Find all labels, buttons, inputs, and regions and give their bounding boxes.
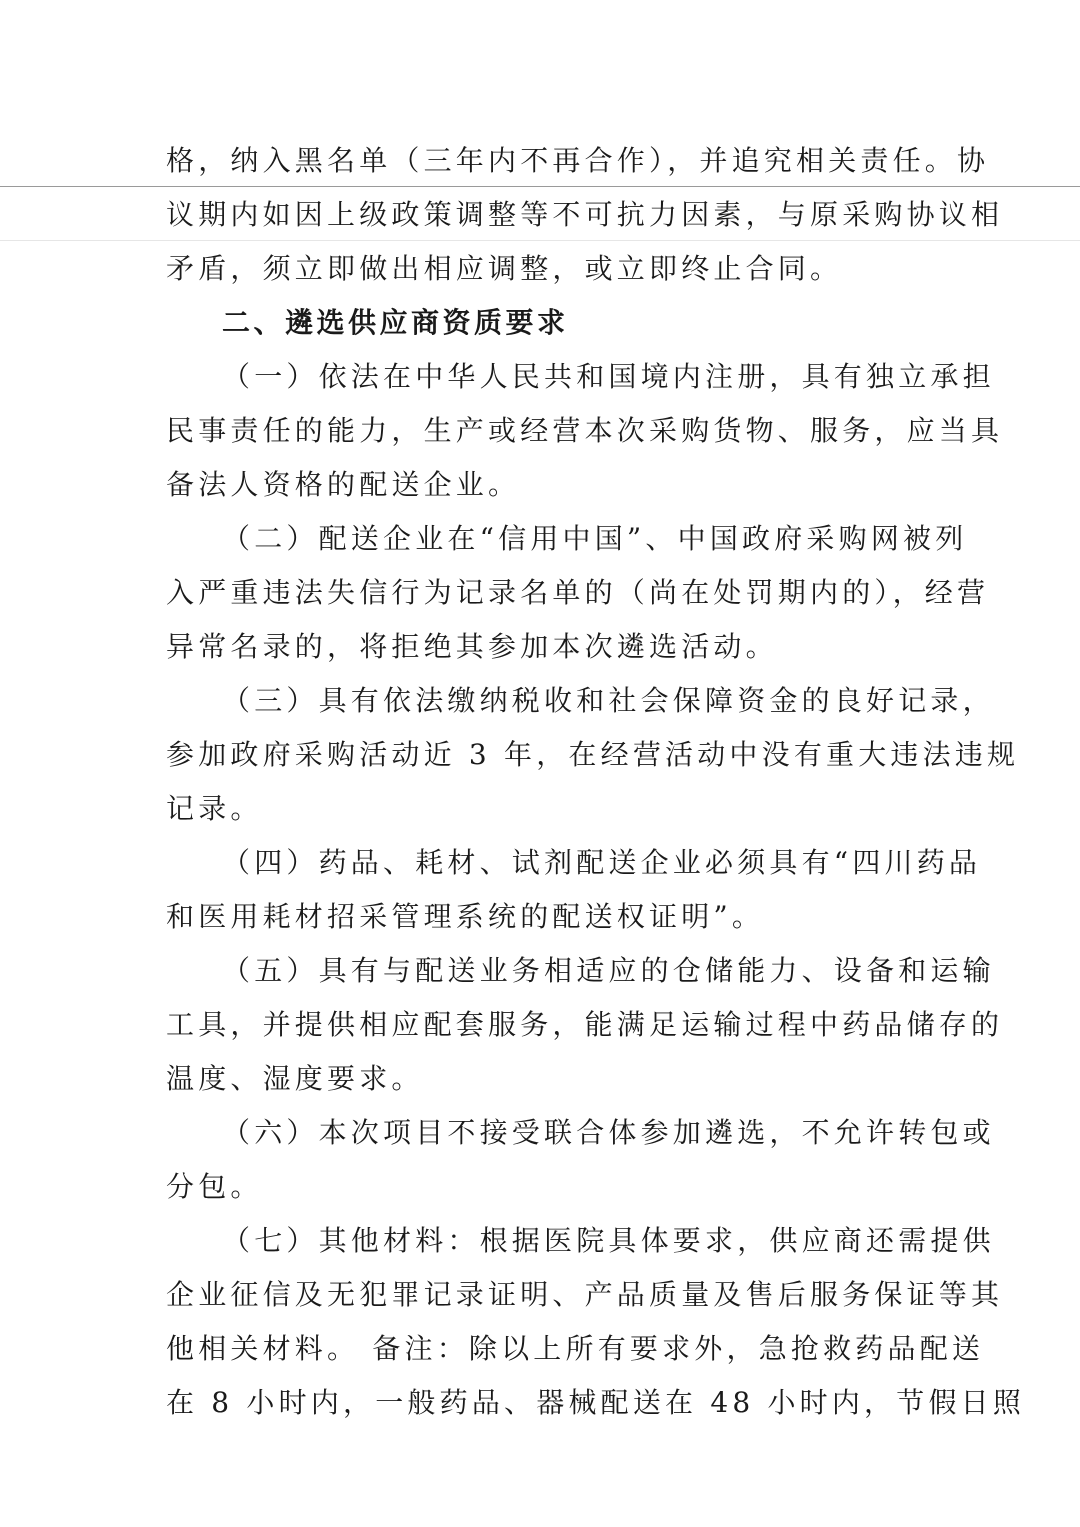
document-body [166, 134, 1026, 1430]
paragraph-first-line: （二）配送企业在“信用中国”、中国政府采购网被列 [222, 522, 968, 555]
text-line: 异常名录的，将拒绝其参加本次遴选活动。 [166, 630, 778, 663]
text-line: 备法人资格的配送企业。 [166, 468, 521, 501]
text-line: 在 8 小时内，一般药品、器械配送在 48 小时内，节假日照 [166, 1386, 1026, 1419]
paragraph-first-line: （四）药品、耗材、试剂配送企业必须具有“四川药品 [222, 846, 982, 879]
text-line: 参加政府采购活动近 3 年，在经营活动中没有重大违法违规 [166, 738, 1020, 771]
paragraph-first-line: （五）具有与配送业务相适应的仓储能力、设备和运输 [222, 954, 995, 987]
text-line: 格，纳入黑名单（三年内不再合作），并追究相关责任。协 [166, 144, 990, 177]
text-line: 温度、湿度要求。 [166, 1062, 424, 1095]
text-line: 民事责任的能力，生产或经营本次采购货物、服务，应当具 [166, 414, 1004, 447]
text-line: 入严重违法失信行为记录名单的（尚在处罚期内的），经营 [166, 576, 990, 609]
text-line: 和医用耗材招采管理系统的配送权证明”。 [166, 900, 765, 933]
paragraph-first-line: （一）依法在中华人民共和国境内注册，具有独立承担 [222, 360, 995, 393]
paragraph-first-line: （三）具有依法缴纳税收和社会保障资金的良好记录， [222, 684, 995, 717]
text-line: 议期内如因上级政策调整等不可抗力因素，与原采购协议相 [166, 198, 1004, 231]
paragraph-first-line: （六）本次项目不接受联合体参加遴选，不允许转包或 [222, 1116, 995, 1149]
text-line: 分包。 [166, 1170, 263, 1203]
text-line: 记录。 [166, 792, 263, 825]
paragraph-first-line: （七）其他材料：根据医院具体要求，供应商还需提供 [222, 1224, 995, 1257]
text-line: 他相关材料。 备注：除以上所有要求外，急抢救药品配送 [166, 1332, 985, 1365]
section-heading: 二、遴选供应商资质要求 [222, 306, 569, 339]
text-line: 工具，并提供相应配套服务，能满足运输过程中药品储存的 [166, 1008, 1004, 1041]
text-line: 矛盾，须立即做出相应调整，或立即终止合同。 [166, 252, 843, 285]
text-line: 企业征信及无犯罪记录证明、产品质量及售后服务保证等其 [166, 1278, 1004, 1311]
